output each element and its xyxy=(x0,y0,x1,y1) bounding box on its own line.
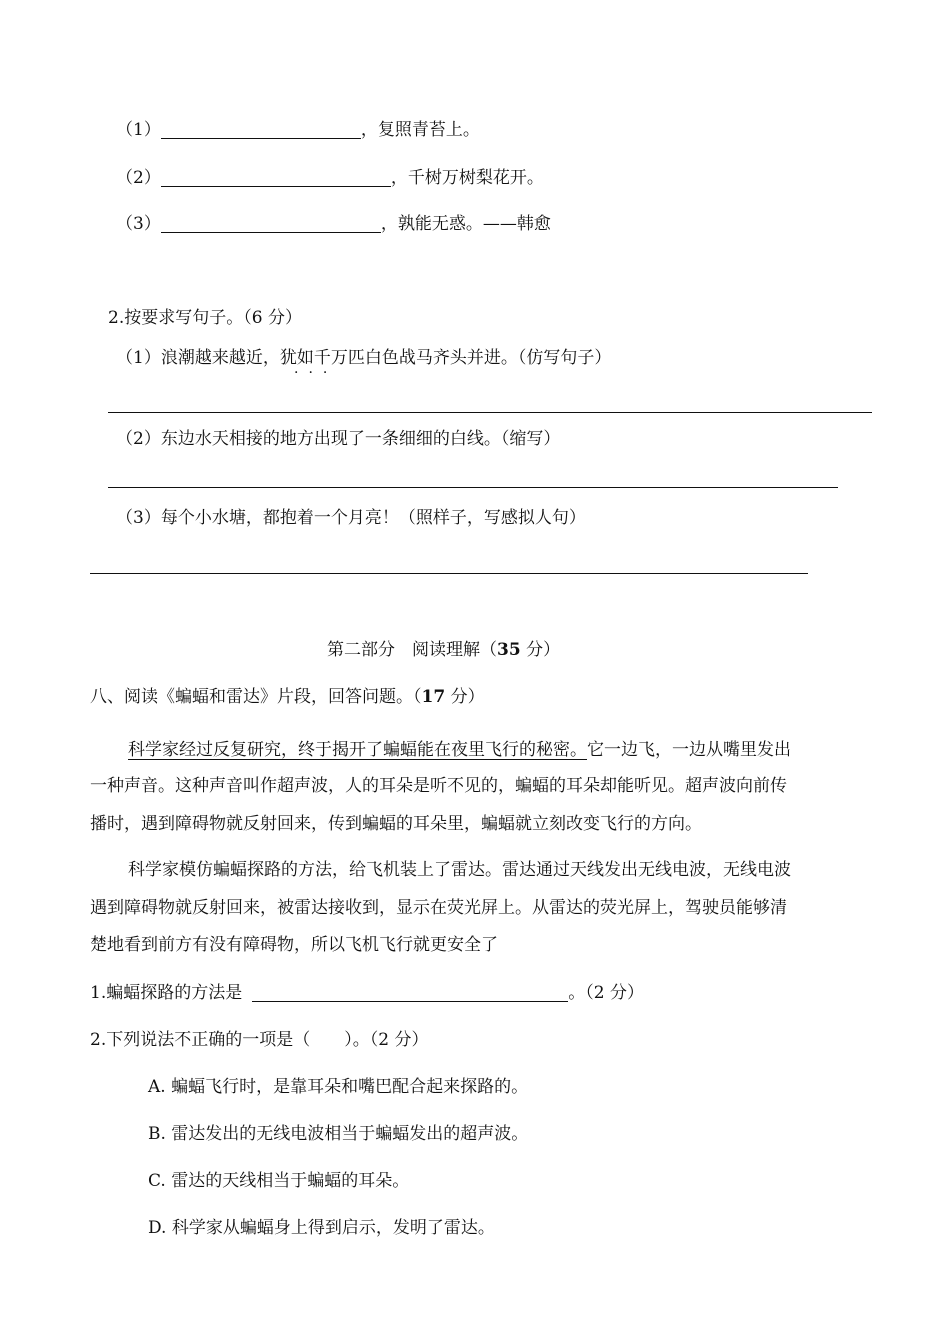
poem-line-3 xyxy=(116,212,551,236)
passage-p2-line-2: 遇到障碍物就反射回来，被雷达接收到，显示在荧光屏上。从雷达的荧光屏上，驾驶员能够清 xyxy=(90,898,787,918)
poem-line-1 xyxy=(116,118,480,142)
reading-question-2: 2.下列说法不正确的一项是（ ）。（2 分） xyxy=(90,1030,429,1050)
emphasis-dots: ··· xyxy=(294,365,338,381)
answer-blank[interactable] xyxy=(161,214,381,233)
answer-blank[interactable] xyxy=(161,120,361,139)
answer-line[interactable] xyxy=(90,573,808,574)
section-8-title: 八、阅读《蝙蝠和雷达》片段，回答问题。（17 分） xyxy=(90,687,485,707)
answer-blank[interactable] xyxy=(161,168,391,187)
option-c[interactable]: C. 雷达的天线相当于蝙蝠的耳朵。 xyxy=(148,1171,410,1191)
answer-line[interactable] xyxy=(108,487,838,488)
passage-p1-line-1: 科学家经过反复研究，终于揭开了蝙蝠能在夜里飞行的秘密。它一边飞，一边从嘴里发出 xyxy=(128,740,791,760)
passage-p2-line-1: 科学家模仿蝙蝠探路的方法，给飞机装上了雷达。雷达通过天线发出无线电波，无线电波 xyxy=(128,860,791,880)
answer-blank[interactable] xyxy=(252,983,568,1002)
question-2-item-2: （2）东边水天相接的地方出现了一条细细的白线。（缩写） xyxy=(116,429,561,449)
passage-p1-line-2: 一种声音。这种声音叫作超声波，人的耳朵是听不见的，蝙蝠的耳朵却能听见。超声波向前传 xyxy=(90,776,787,796)
question-2-title: 2.按要求写句子。（6 分） xyxy=(108,308,302,328)
option-a[interactable]: A. 蝙蝠飞行时，是靠耳朵和嘴巴配合起来探路的。 xyxy=(148,1077,529,1097)
part-2-heading: 第二部分 阅读理解（35 分） xyxy=(327,640,561,660)
reading-question-1: 1.蝙蝠探路的方法是 。（2 分） xyxy=(90,983,644,1003)
question-2-item-3: （3）每个小水塘，都抱着一个月亮！（照样子，写感拟人句） xyxy=(116,508,586,528)
option-d[interactable]: D. 科学家从蝙蝠身上得到启示，发明了雷达。 xyxy=(148,1218,495,1238)
poem-line-2 xyxy=(116,166,544,190)
option-b[interactable]: B. 雷达发出的无线电波相当于蝙蝠发出的超声波。 xyxy=(148,1124,529,1144)
poem-text: ，千树万树梨花开。 xyxy=(390,168,544,188)
poem-number: （1） xyxy=(116,120,161,140)
passage-p2-line-3: 楚地看到前方有没有障碍物，所以飞机飞行就更安全了 xyxy=(90,935,498,955)
underlined-sentence: 科学家经过反复研究，终于揭开了蝙蝠能在夜里飞行的秘密。 xyxy=(128,740,587,760)
question-2-item-1: （1）浪潮越来越近，犹如千万匹白色战马齐头并进。（仿写句子） xyxy=(116,348,612,368)
poem-number: （3） xyxy=(116,214,161,234)
poem-text: ，复照青苔上。 xyxy=(360,120,480,140)
passage-p1-line-3: 播时，遇到障碍物就反射回来，传到蝙蝠的耳朵里，蝙蝠就立刻改变飞行的方向。 xyxy=(90,814,702,834)
poem-text: ，孰能无惑。——韩愈 xyxy=(380,214,551,234)
answer-line[interactable] xyxy=(108,412,872,413)
poem-number: （2） xyxy=(116,168,161,188)
